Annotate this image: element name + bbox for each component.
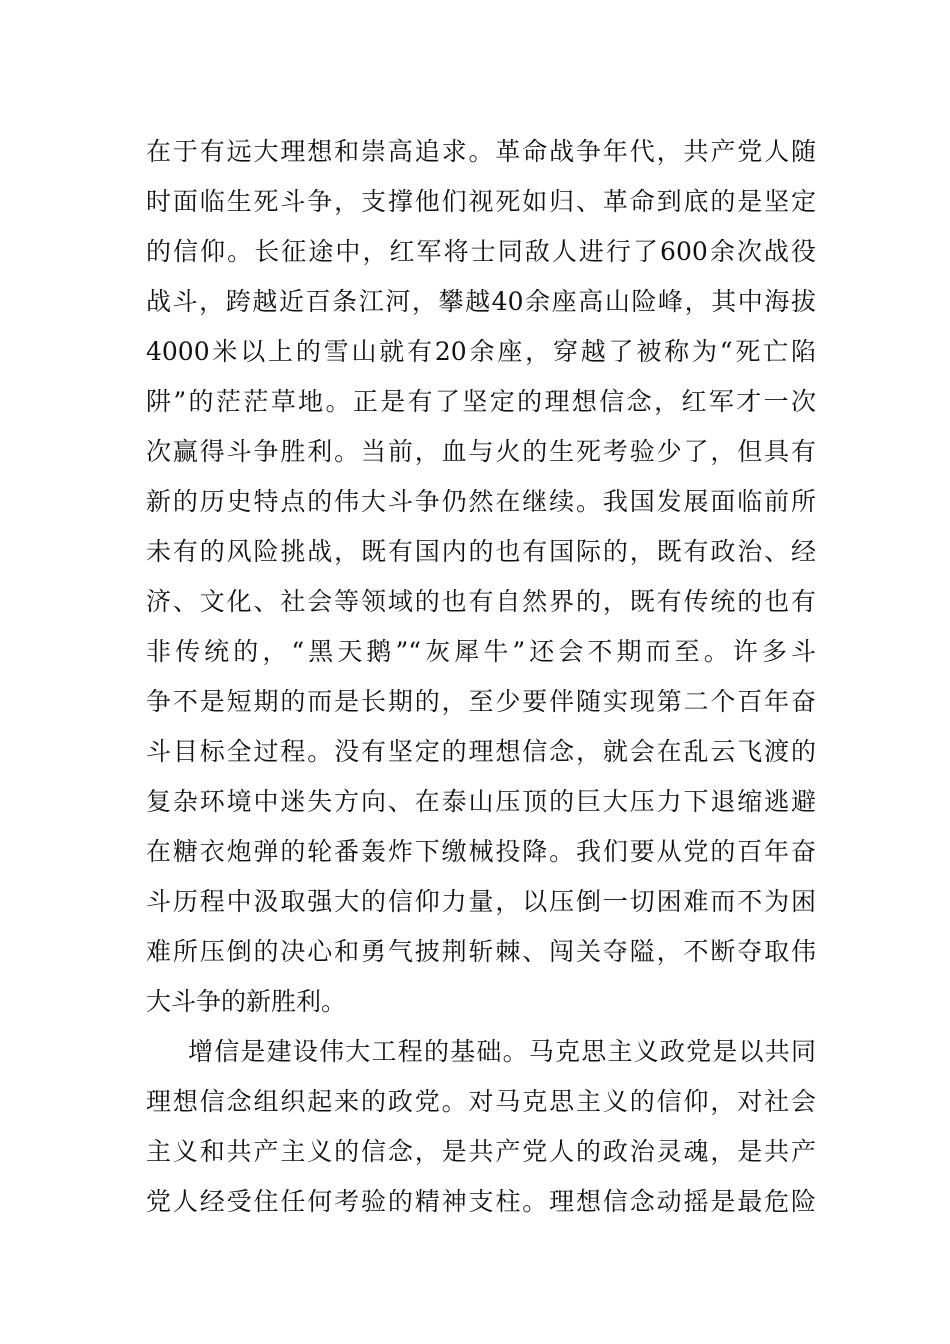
text-line: 时面临生死斗争，支撑他们视死如归、革命到底的是坚定	[146, 187, 816, 216]
text-line: 非传统的，“黑天鹅”“灰犀牛”还会不期而至。许多斗	[146, 637, 816, 666]
text-line: 4000米以上的雪山就有20余座，穿越了被称为“死亡陷	[146, 337, 816, 366]
text-line: 难所压倒的决心和勇气披荆斩棘、闯关夺隘，不断夺取伟	[146, 937, 816, 966]
text-line: 阱”的茫茫草地。正是有了坚定的理想信念，红军才一次	[146, 387, 816, 416]
text-line: 增信是建设伟大工程的基础。马克思主义政党是以共同	[188, 1037, 816, 1066]
paragraph-2	[146, 1027, 816, 1227]
text-line: 复杂环境中迷失方向、在泰山压顶的巨大压力下退缩逃避	[146, 787, 816, 816]
text-line: 在糖衣炮弹的轮番轰炸下缴械投降。我们要从党的百年奋	[146, 837, 816, 866]
text-line: 新的历史特点的伟大斗争仍然在继续。我国发展面临前所	[146, 487, 816, 516]
text-line: 次赢得斗争胜利。当前，血与火的生死考验少了，但具有	[146, 437, 816, 466]
text-line: 济、文化、社会等领域的也有自然界的，既有传统的也有	[146, 587, 816, 616]
text-line: 大斗争的新胜利。	[146, 987, 347, 1016]
text-line: 斗目标全过程。没有坚定的理想信念，就会在乱云飞渡的	[146, 737, 816, 766]
text-line: 党人经受住任何考验的精神支柱。理想信念动摇是最危险	[146, 1187, 816, 1216]
text-line: 斗历程中汲取强大的信仰力量，以压倒一切困难而不为困	[146, 887, 816, 916]
text-line: 争不是短期的而是长期的，至少要伴随实现第二个百年奋	[146, 687, 816, 716]
text-line: 战斗，跨越近百条江河，攀越40余座高山险峰，其中海拔	[146, 287, 816, 316]
body-text	[146, 127, 816, 1227]
text-line: 未有的风险挑战，既有国内的也有国际的，既有政治、经	[146, 537, 816, 566]
text-line: 在于有远大理想和崇高追求。革命战争年代，共产党人随	[146, 137, 816, 166]
text-line: 理想信念组织起来的政党。对马克思主义的信仰，对社会	[146, 1087, 816, 1116]
text-line: 的信仰。长征途中，红军将士同敌人进行了600余次战役	[146, 237, 816, 266]
text-line: 主义和共产主义的信念，是共产党人的政治灵魂，是共产	[146, 1137, 816, 1166]
paragraph-1	[146, 127, 816, 1027]
